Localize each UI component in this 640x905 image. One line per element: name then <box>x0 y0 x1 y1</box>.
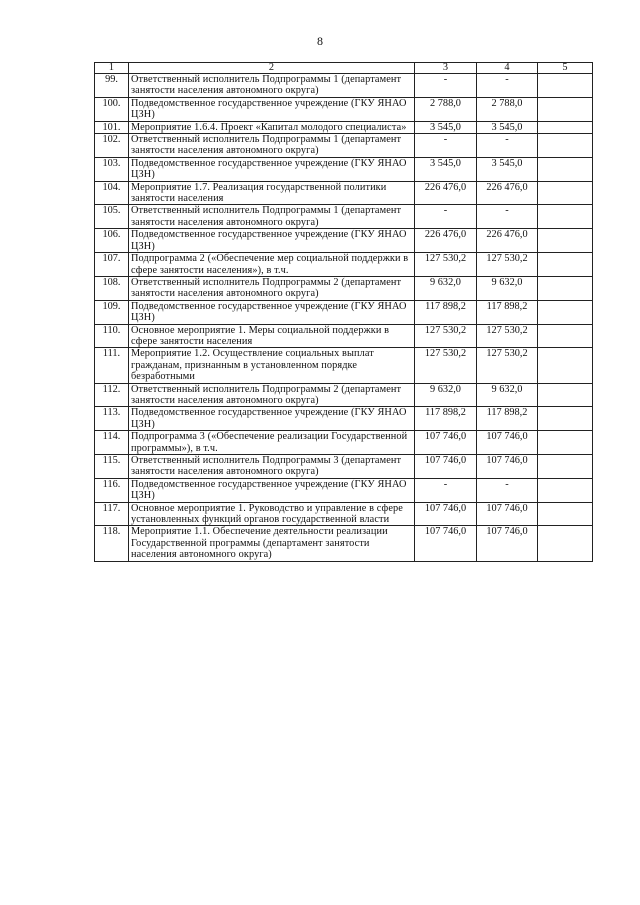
row-value-col3: 9 632,0 <box>415 276 477 300</box>
table-row <box>95 478 593 502</box>
row-number: 103. <box>95 157 129 181</box>
row-value-col4: 107 746,0 <box>477 431 538 455</box>
row-value-col3: 9 632,0 <box>415 383 477 407</box>
row-name: Мероприятие 1.1. Обеспечение деятельности реализации Государственной программы (департамент занятости населения автономного округа) <box>129 526 415 561</box>
table-row <box>95 431 593 455</box>
row-value-col4: 117 898,2 <box>477 300 538 324</box>
row-value-col5 <box>538 348 593 383</box>
row-value-col3: 107 746,0 <box>415 431 477 455</box>
budget-table <box>94 62 593 562</box>
table-row <box>95 383 593 407</box>
row-value-col4: 226 476,0 <box>477 229 538 253</box>
row-value-col4: 9 632,0 <box>477 276 538 300</box>
row-number: 101. <box>95 121 129 133</box>
table-row <box>95 121 593 133</box>
row-value-col4: 107 746,0 <box>477 502 538 526</box>
row-value-col4: 107 746,0 <box>477 455 538 479</box>
table-row <box>95 157 593 181</box>
row-value-col4: - <box>477 134 538 158</box>
table-row <box>95 300 593 324</box>
table-row <box>95 181 593 205</box>
table-row <box>95 205 593 229</box>
row-name: Ответственный исполнитель Подпрограммы 3 (департамент занятости населения автономного округа) <box>129 455 415 479</box>
row-name: Подведомственное государственное учреждение (ГКУ ЯНАО ЦЗН) <box>129 157 415 181</box>
table-row <box>95 74 593 98</box>
row-value-col4: 3 545,0 <box>477 121 538 133</box>
row-value-col3: 127 530,2 <box>415 348 477 383</box>
row-value-col5 <box>538 324 593 348</box>
row-value-col5 <box>538 97 593 121</box>
row-value-col4: 127 530,2 <box>477 253 538 277</box>
row-value-col3: 117 898,2 <box>415 300 477 324</box>
row-name: Подведомственное государственное учреждение (ГКУ ЯНАО ЦЗН) <box>129 300 415 324</box>
row-number: 105. <box>95 205 129 229</box>
row-number: 102. <box>95 134 129 158</box>
row-value-col4: 107 746,0 <box>477 526 538 561</box>
table-row <box>95 134 593 158</box>
row-number: 109. <box>95 300 129 324</box>
row-number: 106. <box>95 229 129 253</box>
row-value-col5 <box>538 407 593 431</box>
row-number: 115. <box>95 455 129 479</box>
row-value-col3: 226 476,0 <box>415 181 477 205</box>
row-value-col5 <box>538 526 593 561</box>
table-row <box>95 502 593 526</box>
row-name: Подведомственное государственное учреждение (ГКУ ЯНАО ЦЗН) <box>129 229 415 253</box>
row-value-col3: 107 746,0 <box>415 502 477 526</box>
row-value-col5 <box>538 300 593 324</box>
row-value-col4: 226 476,0 <box>477 181 538 205</box>
row-name: Ответственный исполнитель Подпрограммы 1 (департамент занятости населения автономного округа) <box>129 134 415 158</box>
row-value-col5 <box>538 229 593 253</box>
row-name: Ответственный исполнитель Подпрограммы 1 (департамент занятости населения автономного округа) <box>129 205 415 229</box>
table-row <box>95 276 593 300</box>
row-name: Подведомственное государственное учреждение (ГКУ ЯНАО ЦЗН) <box>129 478 415 502</box>
row-value-col3: - <box>415 74 477 98</box>
row-number: 113. <box>95 407 129 431</box>
table-row <box>95 229 593 253</box>
row-number: 99. <box>95 74 129 98</box>
row-number: 112. <box>95 383 129 407</box>
row-value-col3: 127 530,2 <box>415 253 477 277</box>
row-name: Основное мероприятие 1. Руководство и управление в сфере установленных функций органов государственной власти <box>129 502 415 526</box>
row-value-col3: 2 788,0 <box>415 97 477 121</box>
row-value-col5 <box>538 383 593 407</box>
row-value-col3: 3 545,0 <box>415 157 477 181</box>
table-header <box>95 63 593 74</box>
row-name: Мероприятие 1.2. Осуществление социальных выплат гражданам, признанным в установленном порядке безработными <box>129 348 415 383</box>
page-number: 8 <box>317 34 323 48</box>
row-value-col4: 2 788,0 <box>477 97 538 121</box>
row-value-col5 <box>538 478 593 502</box>
row-value-col4: - <box>477 478 538 502</box>
row-value-col3: 107 746,0 <box>415 455 477 479</box>
row-value-col3: - <box>415 478 477 502</box>
row-name: Ответственный исполнитель Подпрограммы 1 (департамент занятости населения автономного округа) <box>129 74 415 98</box>
row-number: 110. <box>95 324 129 348</box>
row-value-col5 <box>538 253 593 277</box>
header-col-3: 3 <box>415 63 477 74</box>
table-row <box>95 407 593 431</box>
header-col-2: 2 <box>129 63 415 74</box>
row-name: Ответственный исполнитель Подпрограммы 2 (департамент занятости населения автономного округа) <box>129 383 415 407</box>
row-value-col5 <box>538 276 593 300</box>
row-value-col5 <box>538 181 593 205</box>
row-value-col3: 107 746,0 <box>415 526 477 561</box>
row-value-col4: 127 530,2 <box>477 348 538 383</box>
row-name: Мероприятие 1.6.4. Проект «Капитал молодого специалиста» <box>129 121 415 133</box>
row-number: 107. <box>95 253 129 277</box>
row-value-col5 <box>538 205 593 229</box>
table-row <box>95 97 593 121</box>
row-name: Подпрограмма 3 («Обеспечение реализации Государственной программы»), в т.ч. <box>129 431 415 455</box>
row-value-col5 <box>538 134 593 158</box>
table-row <box>95 253 593 277</box>
row-value-col4: - <box>477 74 538 98</box>
row-number: 111. <box>95 348 129 383</box>
table-body <box>95 74 593 562</box>
row-value-col4: 117 898,2 <box>477 407 538 431</box>
row-number: 108. <box>95 276 129 300</box>
row-number: 114. <box>95 431 129 455</box>
row-value-col3: 226 476,0 <box>415 229 477 253</box>
row-value-col5 <box>538 431 593 455</box>
table-row <box>95 324 593 348</box>
row-value-col5 <box>538 121 593 133</box>
row-number: 118. <box>95 526 129 561</box>
row-name: Основное мероприятие 1. Меры социальной поддержки в сфере занятости населения <box>129 324 415 348</box>
row-name: Подведомственное государственное учреждение (ГКУ ЯНАО ЦЗН) <box>129 407 415 431</box>
row-name: Мероприятие 1.7. Реализация государственной политики занятости населения <box>129 181 415 205</box>
row-number: 117. <box>95 502 129 526</box>
header-col-4: 4 <box>477 63 538 74</box>
row-value-col3: - <box>415 134 477 158</box>
row-name: Подведомственное государственное учреждение (ГКУ ЯНАО ЦЗН) <box>129 97 415 121</box>
header-row <box>95 63 593 74</box>
row-value-col3: 127 530,2 <box>415 324 477 348</box>
header-col-1: 1 <box>95 63 129 74</box>
row-value-col3: 3 545,0 <box>415 121 477 133</box>
row-name: Подпрограмма 2 («Обеспечение мер социальной поддержки в сфере занятости населения»), в т.ч. <box>129 253 415 277</box>
row-value-col5 <box>538 455 593 479</box>
row-number: 104. <box>95 181 129 205</box>
row-value-col3: 117 898,2 <box>415 407 477 431</box>
table-row <box>95 348 593 383</box>
row-name: Ответственный исполнитель Подпрограммы 2 (департамент занятости населения автономного округа) <box>129 276 415 300</box>
row-value-col5 <box>538 157 593 181</box>
table-row <box>95 526 593 561</box>
table-row <box>95 455 593 479</box>
row-number: 116. <box>95 478 129 502</box>
row-value-col4: 3 545,0 <box>477 157 538 181</box>
row-value-col4: 9 632,0 <box>477 383 538 407</box>
row-value-col5 <box>538 502 593 526</box>
row-value-col4: 127 530,2 <box>477 324 538 348</box>
row-number: 100. <box>95 97 129 121</box>
row-value-col3: - <box>415 205 477 229</box>
header-col-5: 5 <box>538 63 593 74</box>
row-value-col4: - <box>477 205 538 229</box>
row-value-col5 <box>538 74 593 98</box>
